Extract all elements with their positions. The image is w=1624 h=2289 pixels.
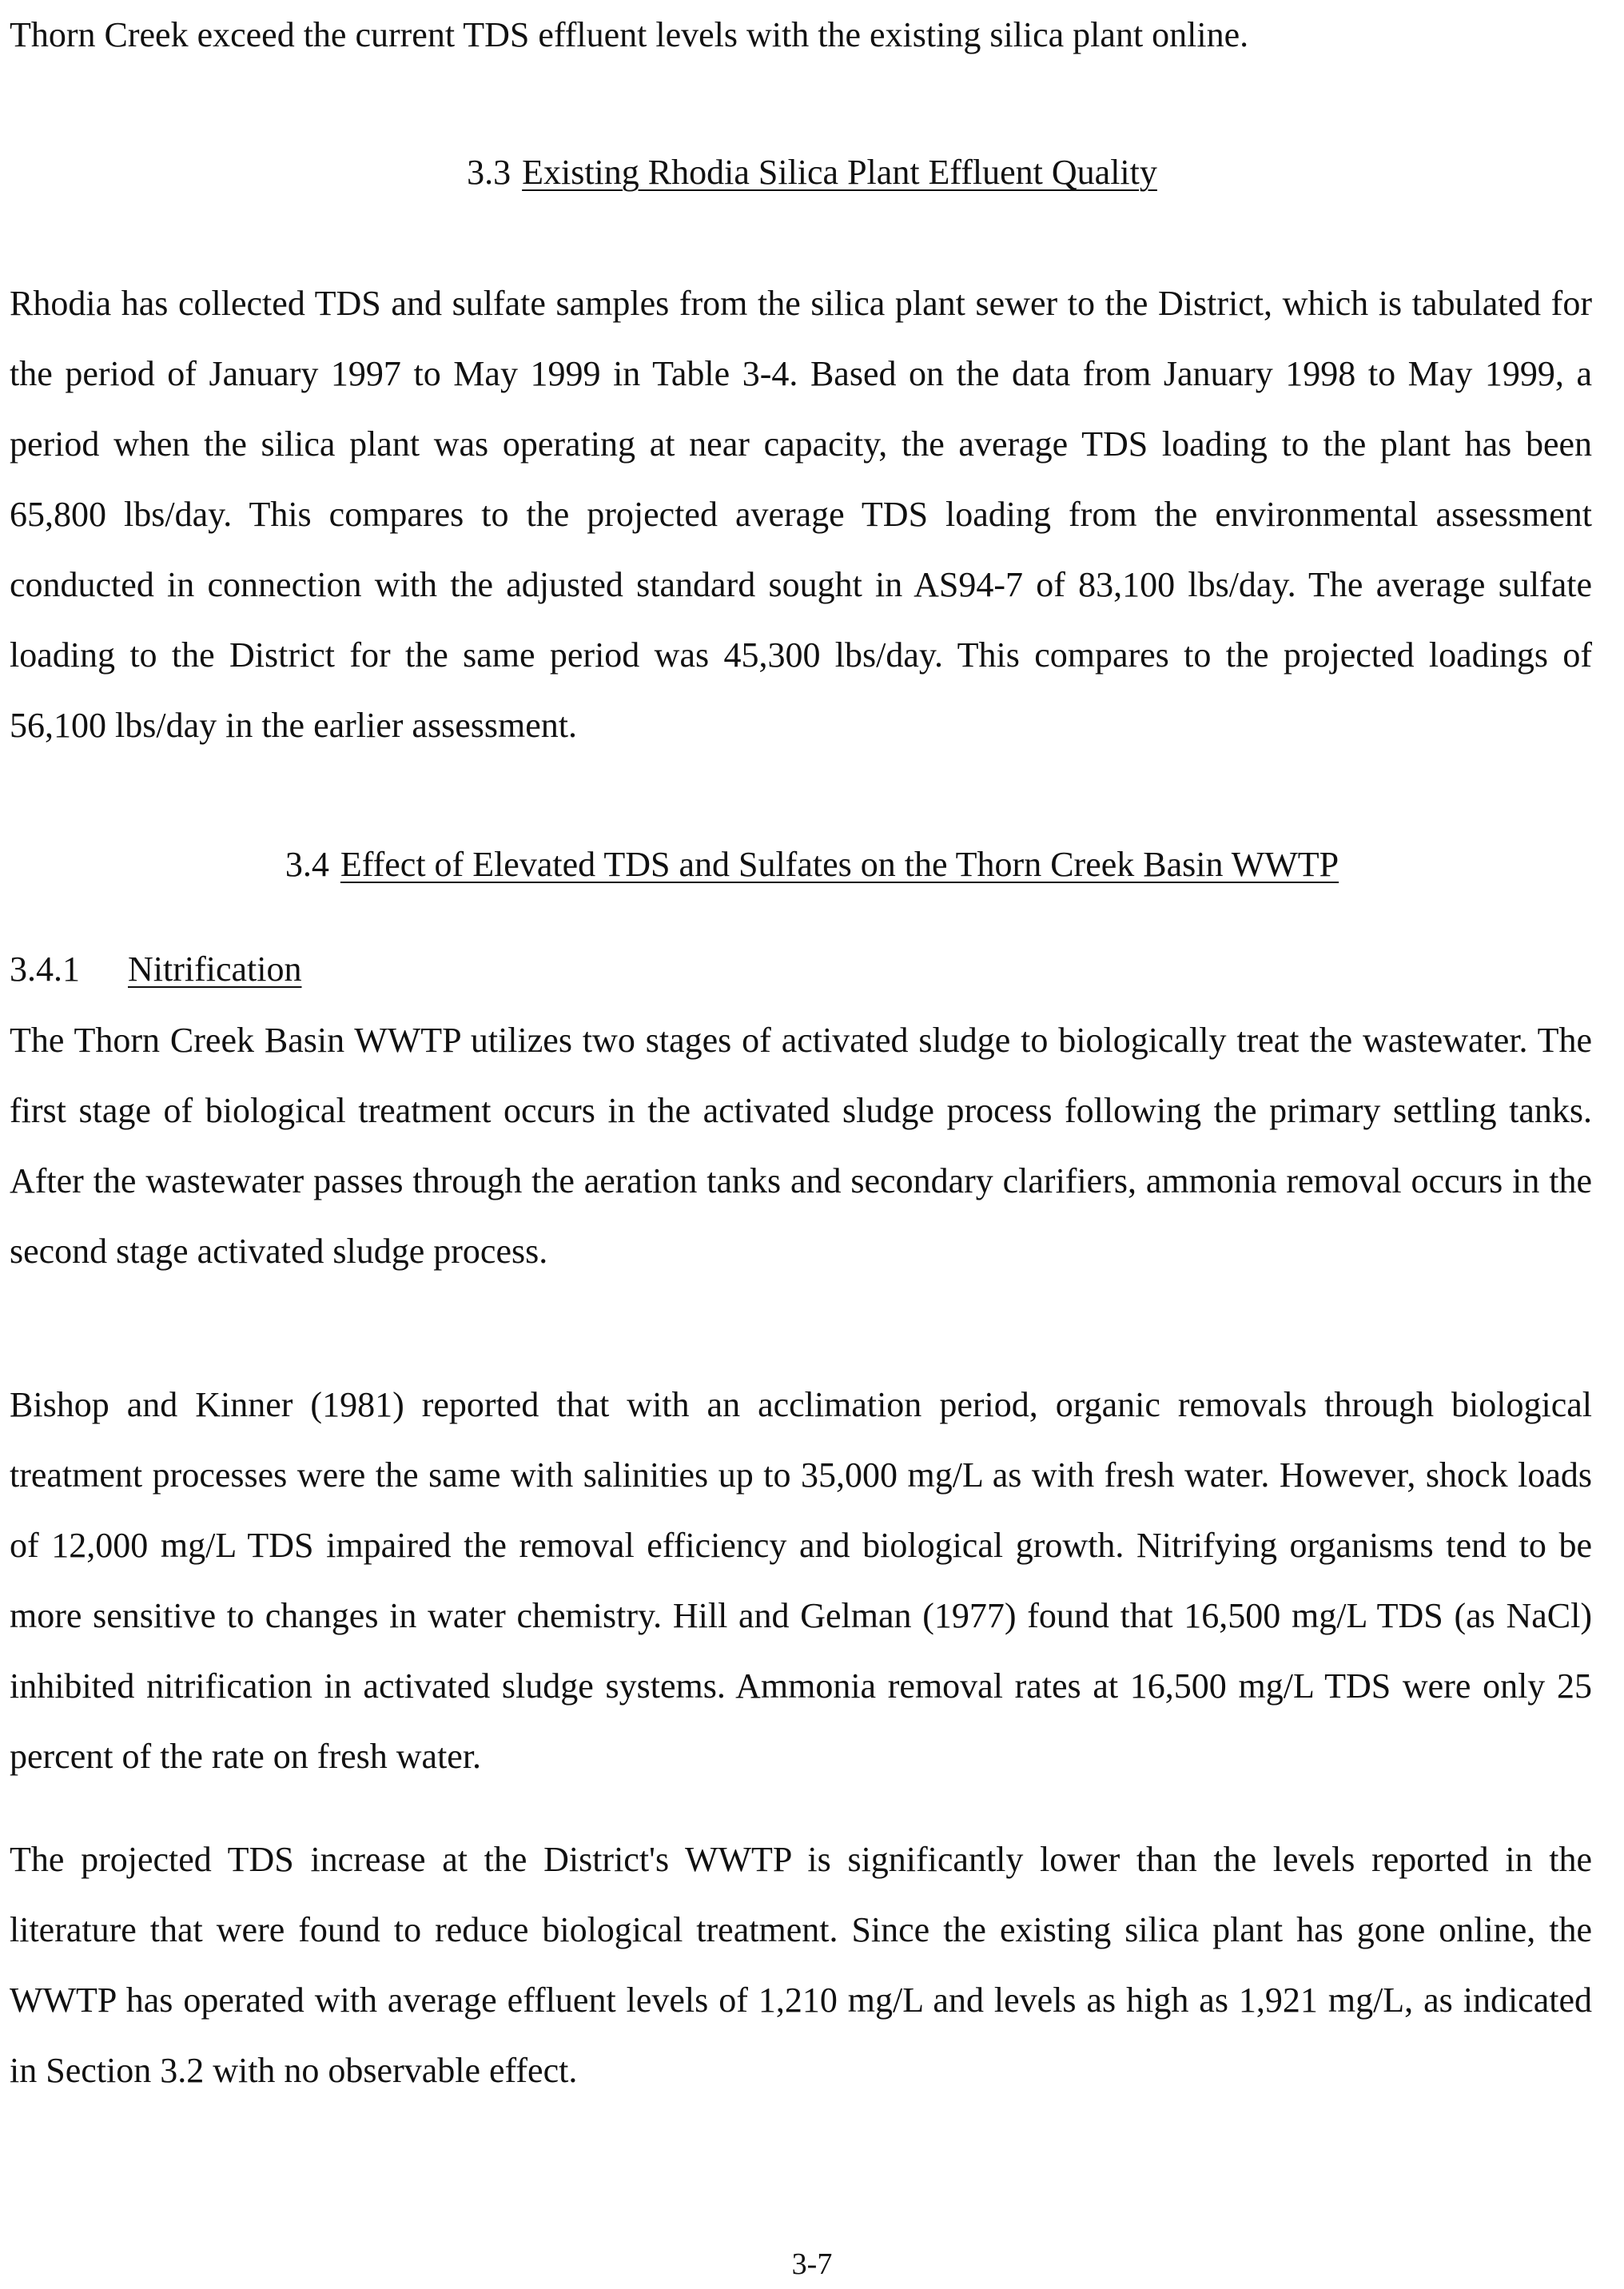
carryover-text: Thorn Creek exceed the current TDS effluent levels with the existing silica plant online. (10, 15, 1249, 54)
nitrification-paragraph-1: The Thorn Creek Basin WWTP utilizes two stages of activated sludge to biologically treat the wastewater. The first stage of biological treatment occurs in the activated sludge process following the primary settling tanks. After the wastewater passes through the aeration tanks and secondary clarifiers, ammonia removal occurs in the second stage activated sludge process. (10, 1021, 1592, 1271)
section-3-4-number: 3.4 (285, 845, 329, 884)
page-number: 3-7 (791, 2247, 833, 2281)
nitrification-paragraph-3: The projected TDS increase at the District's WWTP is significantly lower than the levels reported in the literature that were found to reduce biological treatment. Since the existing silica plant has gone online, the WWTP has operated with average effluent levels of 1,210 mg/L and levels as high as 1,921 mg/L, as indicated in Section 3.2 with no observable effect. (10, 1840, 1592, 2090)
subsection-3-4-1-title: Nitrification (128, 949, 302, 989)
section-3-3-title: Existing Rhodia Silica Plant Effluent Quality (522, 153, 1157, 192)
section-3-3-number: 3.3 (467, 153, 511, 192)
nitrification-paragraph-2: Bishop and Kinner (1981) reported that with an acclimation period, organic removals through biological treatment processes were the same with salinities up to 35,000 mg/L as with fresh water. However, shock loads of 12,000 mg/L TDS impaired the removal efficiency and biological growth. Nitrifying organisms tend to be more sensitive to changes in water chemistry. Hill and Gelman (1977) found that 16,500 mg/L TDS (as NaCl) inhibited nitrification in activated sludge systems. Ammonia removal rates at 16,500 mg/L TDS were only 25 percent of the rate on fresh water. (10, 1385, 1592, 1776)
subsection-3-4-1-number: 3.4.1 (10, 949, 80, 989)
section-3-3-heading (0, 137, 1624, 208)
section-3-3-paragraph: Rhodia has collected TDS and sulfate samples from the silica plant sewer to the District, which is tabulated for the period of January 1997 to May 1999 in Table 3-4. Based on the data from January 1998 to May 1999, a period when the silica plant was operating at near capacity, the average TDS loading to the plant has been 65,800 lbs/day. This compares to the projected average TDS loading from the environmental assessment conducted in connection with the adjusted standard sought in AS94-7 of 83,100 lbs/day. The average sulfate loading to the District for the same period was 45,300 lbs/day. This compares to the projected loadings of 56,100 lbs/day in the earlier assessment. (10, 284, 1592, 745)
section-3-4-title: Effect of Elevated TDS and Sulfates on the Thorn Creek Basin WWTP (340, 845, 1339, 884)
subsection-3-4-1-heading (10, 934, 302, 1005)
section-3-4-heading (0, 830, 1624, 900)
